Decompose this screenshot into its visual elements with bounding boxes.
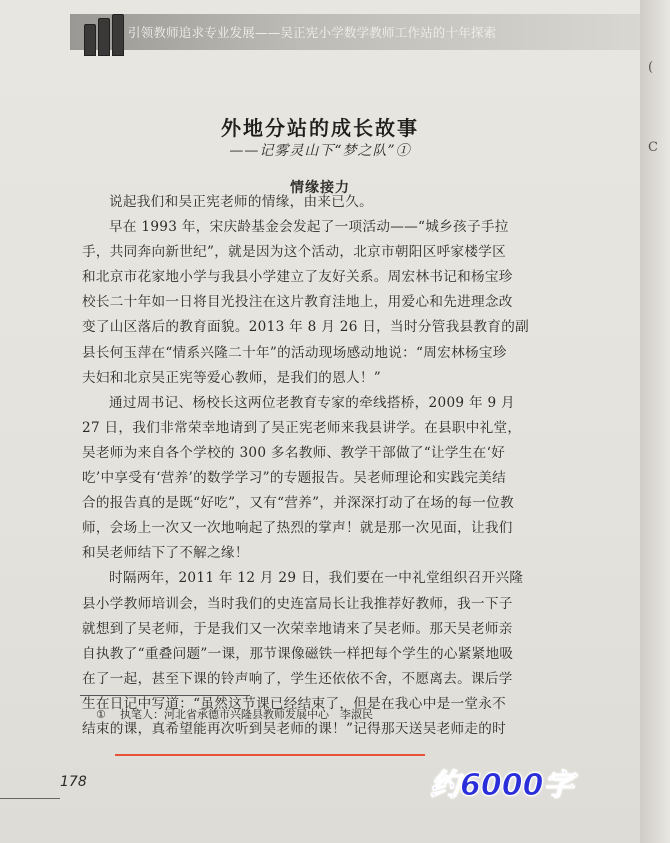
- red-underline: [115, 754, 425, 756]
- footnote-rule: [80, 695, 250, 696]
- page-bottom-rule: [0, 798, 60, 799]
- body-line: 师，会场上一次又一次地响起了热烈的掌声！就是那一次见面，让我们: [82, 520, 513, 537]
- body-line: 在了一起，甚至下课的铃声响了，学生还依依不舍，不愿离去。课后学: [82, 670, 513, 687]
- word-count-stamp: 约6000字: [430, 768, 574, 803]
- body-line: 时隔两年，2011 年 12 月 29 日，我们要在一中礼堂组织召开兴隆: [109, 570, 524, 587]
- body-line: 校长二十年如一日将目光投注在这片教育洼地上，用爱心和先进理念改: [82, 294, 513, 311]
- side-char: (: [648, 60, 654, 75]
- body-line: 自执教了“重叠问题”一课，那节课像磁铁一样把每个学生的心紧紧地吸: [82, 645, 514, 662]
- side-char: C: [648, 140, 658, 155]
- body-line: 吴老师为来自各个学校的 300 多名教师、教学干部做了“让学生在‘好: [82, 444, 506, 461]
- article-body: [82, 190, 592, 742]
- body-line: 合的报告真的是既“好吃”，又有“营养”，并深深打动了在场的每一位教: [82, 495, 514, 512]
- running-title: 引领教师追求专业发展——吴正宪小学数学教师工作站的十年探索: [128, 25, 497, 40]
- books-icon: [84, 12, 124, 56]
- adjacent-page-edge: [640, 0, 670, 843]
- article-title: 外地分站的成长故事: [221, 116, 419, 140]
- body-line: 说起我们和吴正宪老师的情缘，由来已久。: [109, 194, 373, 210]
- body-line: 和北京市花家地小学与我县小学建立了友好关系。周宏林书记和杨宝珍: [82, 269, 513, 286]
- body-line: 手，共同奔向新世纪”，就是因为这个活动，北京市朝阳区呼家楼学区: [82, 244, 507, 261]
- body-line: 县小学教师培训会，当时我们的史连富局长让我推荐好教师，我一下子: [82, 595, 513, 612]
- body-line: 就想到了吴老师，于是我们又一次荣幸地请来了吴老师。那天吴老师亲: [82, 620, 513, 637]
- footnote-mark: ①: [96, 708, 106, 721]
- body-line: 和吴老师结下了不解之缘！: [82, 545, 249, 562]
- body-line: 吃’中享受有‘营养’的数学学习”的专题报告。吴老师理论和实践完美结: [82, 470, 507, 487]
- body-line: 通过周书记、杨校长这两位老教育专家的牵线搭桥，2009 年 9 月: [109, 394, 515, 411]
- body-line: 县长何玉萍在“情系兴隆二十年”的活动现场感动地说：“周宏林杨宝珍: [82, 344, 507, 361]
- footnote-text: 执笔人：河北省承德市兴隆县教师发展中心 李淑民: [120, 708, 373, 721]
- footnote: [96, 706, 373, 722]
- body-line: 27 日，我们非常荣幸地请到了吴正宪老师来我县讲学。在县职中礼堂，: [82, 419, 522, 436]
- body-line: 结束的课，真希望能再次听到吴老师的课！”记得那天送吴老师走的时: [82, 720, 507, 737]
- section-heading: 情缘接力: [290, 180, 350, 196]
- body-line: 夫妇和北京吴正宪等爱心教师，是我们的恩人！”: [82, 369, 382, 386]
- body-line: 早在 1993 年，宋庆龄基金会发起了一项活动——“城乡孩子手拉: [109, 219, 509, 236]
- article-subtitle: ——记雾灵山下“梦之队”①: [229, 143, 411, 159]
- page-number: 178: [60, 774, 87, 790]
- body-line: 生在日记中写道：“虽然这节课已经结束了，但是在我心中是一堂永不: [82, 695, 507, 712]
- body-line: 变了山区落后的教育面貌。2013 年 8 月 26 日，当时分管我县教育的副: [82, 319, 529, 336]
